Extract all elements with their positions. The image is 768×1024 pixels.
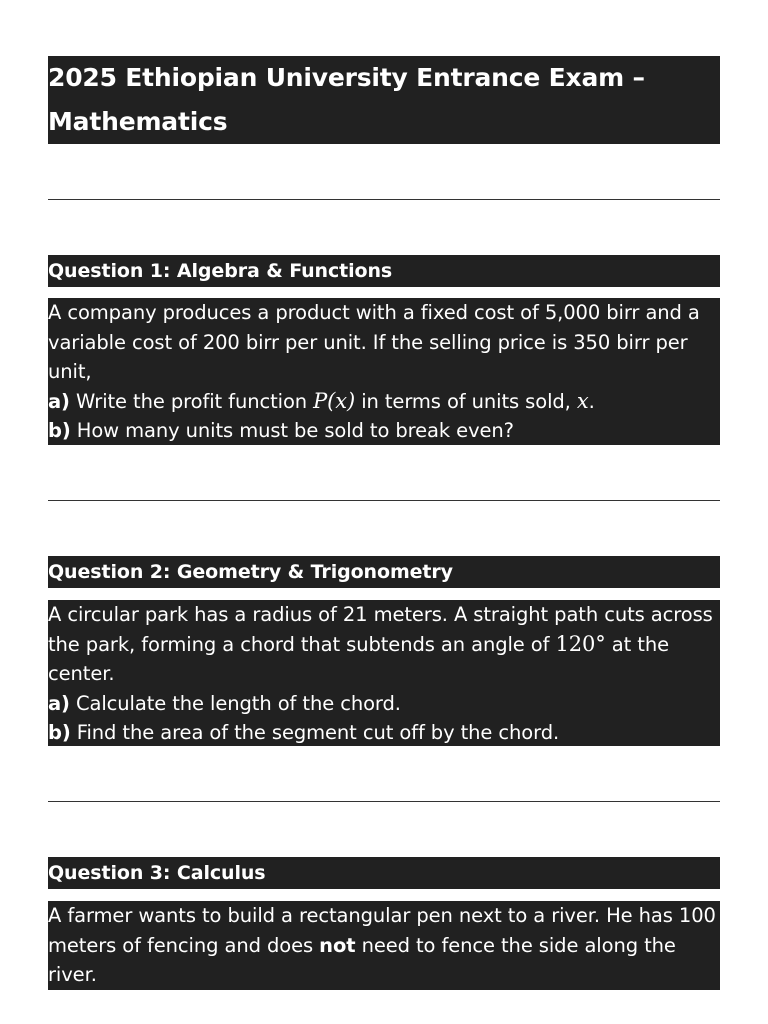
question-1-part-b (48, 416, 720, 446)
emphasis-not: not (319, 933, 356, 957)
question-2-intro-text: A circular park has a radius of 21 meters. A straight path cuts across the park, forming a chord that subtends an angle of (48, 603, 713, 656)
divider-3 (48, 801, 720, 802)
divider-2 (48, 500, 720, 501)
question-3-intro (48, 901, 720, 990)
question-2-intro (48, 600, 720, 689)
variable-x-math: x (576, 388, 589, 413)
question-1-part-b-label: b) (48, 419, 71, 442)
question-1-part-a (48, 387, 720, 417)
exam-title-block (48, 56, 720, 144)
question-1-body (48, 298, 720, 445)
question-2-part-a-label: a) (48, 691, 70, 715)
question-1-part-a-label: a) (48, 389, 70, 413)
question-2-part-a-text: Calculate the length of the chord. (69, 691, 401, 715)
question-2-part-b (48, 718, 720, 748)
page-title (48, 56, 720, 144)
question-3-intro-text-2: need to fence the side along the river. (48, 933, 676, 986)
question-3-body (48, 901, 720, 990)
question-2-intro-text-2: at the center. (48, 632, 669, 685)
question-2-heading: Question 2: Geometry & Trigonometry (48, 556, 720, 588)
question-1-part-a-text-2: in terms of units sold, (355, 389, 577, 413)
question-1-part-a-text: Write the profit function (69, 389, 314, 413)
angle-math: 120° (555, 631, 606, 656)
profit-function-math: P(x) (313, 388, 356, 413)
question-1-heading: Question 1: Algebra & Functions (48, 255, 720, 287)
question-1-intro: A company produces a product with a fixed cost of 5,000 birr and a variable cost of 200 birr per unit. If the selling price is 350 birr per unit, (48, 301, 700, 383)
title-line-1: 2025 Ethiopian University Entrance Exam – (48, 63, 645, 92)
question-2-part-b-text: Find the area of the segment cut off by the chord. (70, 721, 560, 744)
question-3-intro-text: A farmer wants to build a rectangular pen next to a river. He has 100 meters of fencing and does (48, 904, 716, 957)
question-3-heading: Question 3: Calculus (48, 857, 720, 889)
divider-1 (48, 199, 720, 200)
question-1-part-a-period: . (588, 389, 595, 413)
question-1-part-b-text: How many units must be sold to break even? (70, 419, 514, 442)
question-2-part-b-label: b) (48, 721, 71, 744)
title-line-2: Mathematics (48, 107, 228, 136)
question-2-body (48, 600, 720, 746)
question-2-part-a (48, 689, 720, 719)
